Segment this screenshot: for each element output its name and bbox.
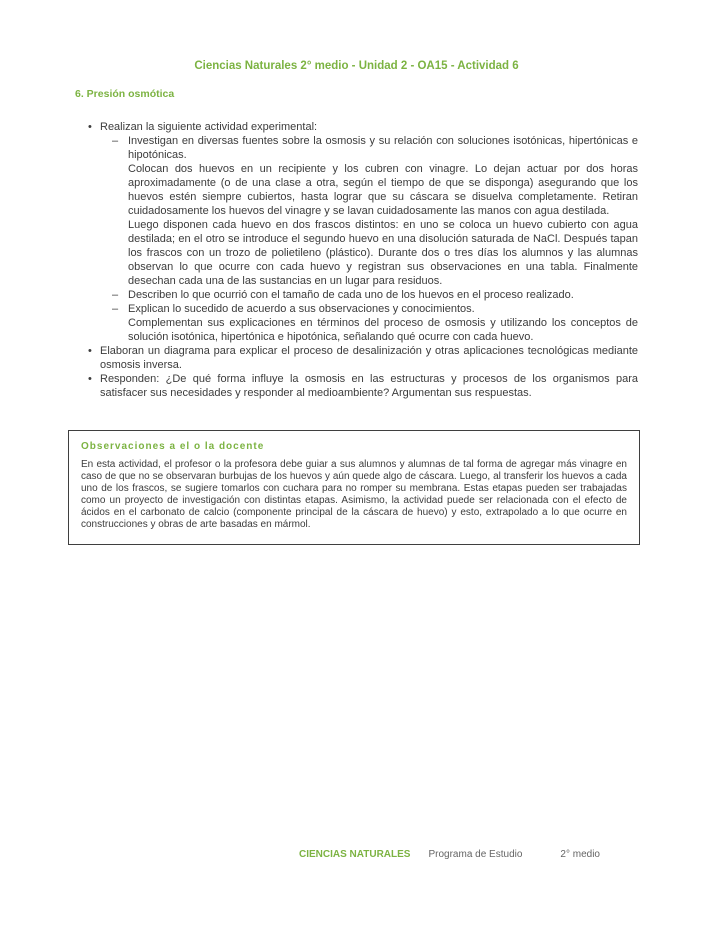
- no-marker: [112, 162, 128, 218]
- dash-marker: –: [112, 303, 119, 315]
- list-item-text: Realizan la siguiente actividad experimental:: [100, 121, 318, 133]
- list-item: [88, 372, 638, 400]
- list-item-text: Elaboran un diagrama para explicar el proceso de desalinización y otras aplicaciones tecnológicas mediante osmosis inversa.: [100, 345, 638, 371]
- list-item-text: Colocan dos huevos en un recipiente y los cubren con vinagre. Lo dejan actuar por dos horas aproximadamente (o de una clase a otra, según el tiempo de que se disponga) asegurando que los huevos estén siempre cubiertos, hasta lograr que su cáscara se disuelva completamente. Retiran cuidadosamente los huevos del vinagre y se lavan cuidadosamente las manos con agua destilada.: [128, 163, 638, 217]
- teacher-note-title: Observaciones a el o la docente: [81, 441, 265, 452]
- breadcrumb: Ciencias Naturales 2° medio - Unidad 2 - OA15 - Actividad 6: [194, 60, 519, 72]
- page-title: 6. Presión osmótica: [75, 88, 175, 100]
- list-item: [112, 302, 638, 316]
- list-item: [112, 162, 638, 218]
- dash-marker: –: [112, 289, 119, 301]
- bullet-marker: •: [88, 345, 92, 357]
- teacher-note-box: [68, 430, 640, 545]
- list-item-text: Luego disponen cada huevo en dos frascos distintos: en uno se coloca un huevo cubierto con agua destilada; en el otro se introduce el segundo huevo en una disolución saturada de NaCl. Después tapan los frascos con un trozo de polietileno (plástico). Durante dos o tres días los alumnos y las alumnas observan lo que ocurre con cada huevo y registran sus observaciones en una tabla. Finalmente desechan cada una de las sustancias en un lugar para residuos.: [128, 219, 638, 287]
- dash-marker: –: [112, 135, 119, 147]
- list-item-text: Responden: ¿De qué forma influye la osmosis en las estructuras y procesos de los organismos para satisfacer sus necesidades y responder al medioambiente? Argumentan sus respuestas.: [100, 373, 638, 399]
- no-marker: [112, 316, 128, 344]
- footer-grade-label: 2° medio: [560, 849, 600, 860]
- activity-list: [75, 120, 638, 400]
- list-item: [112, 134, 638, 162]
- list-item-text: Describen lo que ocurrió con el tamaño de cada uno de los huevos en el proceso realizado.: [128, 289, 574, 301]
- no-marker: [112, 218, 128, 288]
- page-footer: [0, 849, 600, 860]
- footer-program-label: Programa de Estudio: [428, 849, 523, 860]
- list-item-text: Complementan sus explicaciones en términos del proceso de osmosis y utilizando los conceptos de solución isotónica, hipertónica e hipotónica, señalando qué ocurre con cada huevo.: [128, 317, 638, 343]
- footer-brand: CIENCIAS NATURALES: [298, 849, 411, 860]
- list-item: [88, 344, 638, 372]
- list-item: [112, 288, 638, 302]
- teacher-note-body: En esta actividad, el profesor o la profesora debe guiar a sus alumnos y alumnas de tal forma de agregar más vinagre en caso de que no se observaran burbujas de los huevos y aún quede algo de cáscara. Luego, al transferir los huevos a cada uno de los frascos, se sugiere tomarlos con cuchara para no romper su membrana. Estas etapas pueden ser trabajadas como un proyecto de investigación con distintas etapas. Asimismo, la actividad puede ser relacionada con el efecto de ácidos en el carbonato de calcio (componente principal de la cáscara de huevo) y esto, extrapolado a lo que ocurre en construcciones y obras de arte basadas en mármol.: [81, 459, 627, 530]
- bullet-marker: •: [88, 373, 92, 385]
- list-item-text: Investigan en diversas fuentes sobre la osmosis y su relación con soluciones isotónicas, hipertónicas e hipotónicas.: [128, 135, 638, 161]
- bullet-marker: •: [88, 121, 92, 133]
- list-item: [112, 316, 638, 344]
- list-item: [112, 218, 638, 288]
- list-item: [88, 120, 638, 134]
- list-item-text: Explican lo sucedido de acuerdo a sus observaciones y conocimientos.: [128, 303, 475, 315]
